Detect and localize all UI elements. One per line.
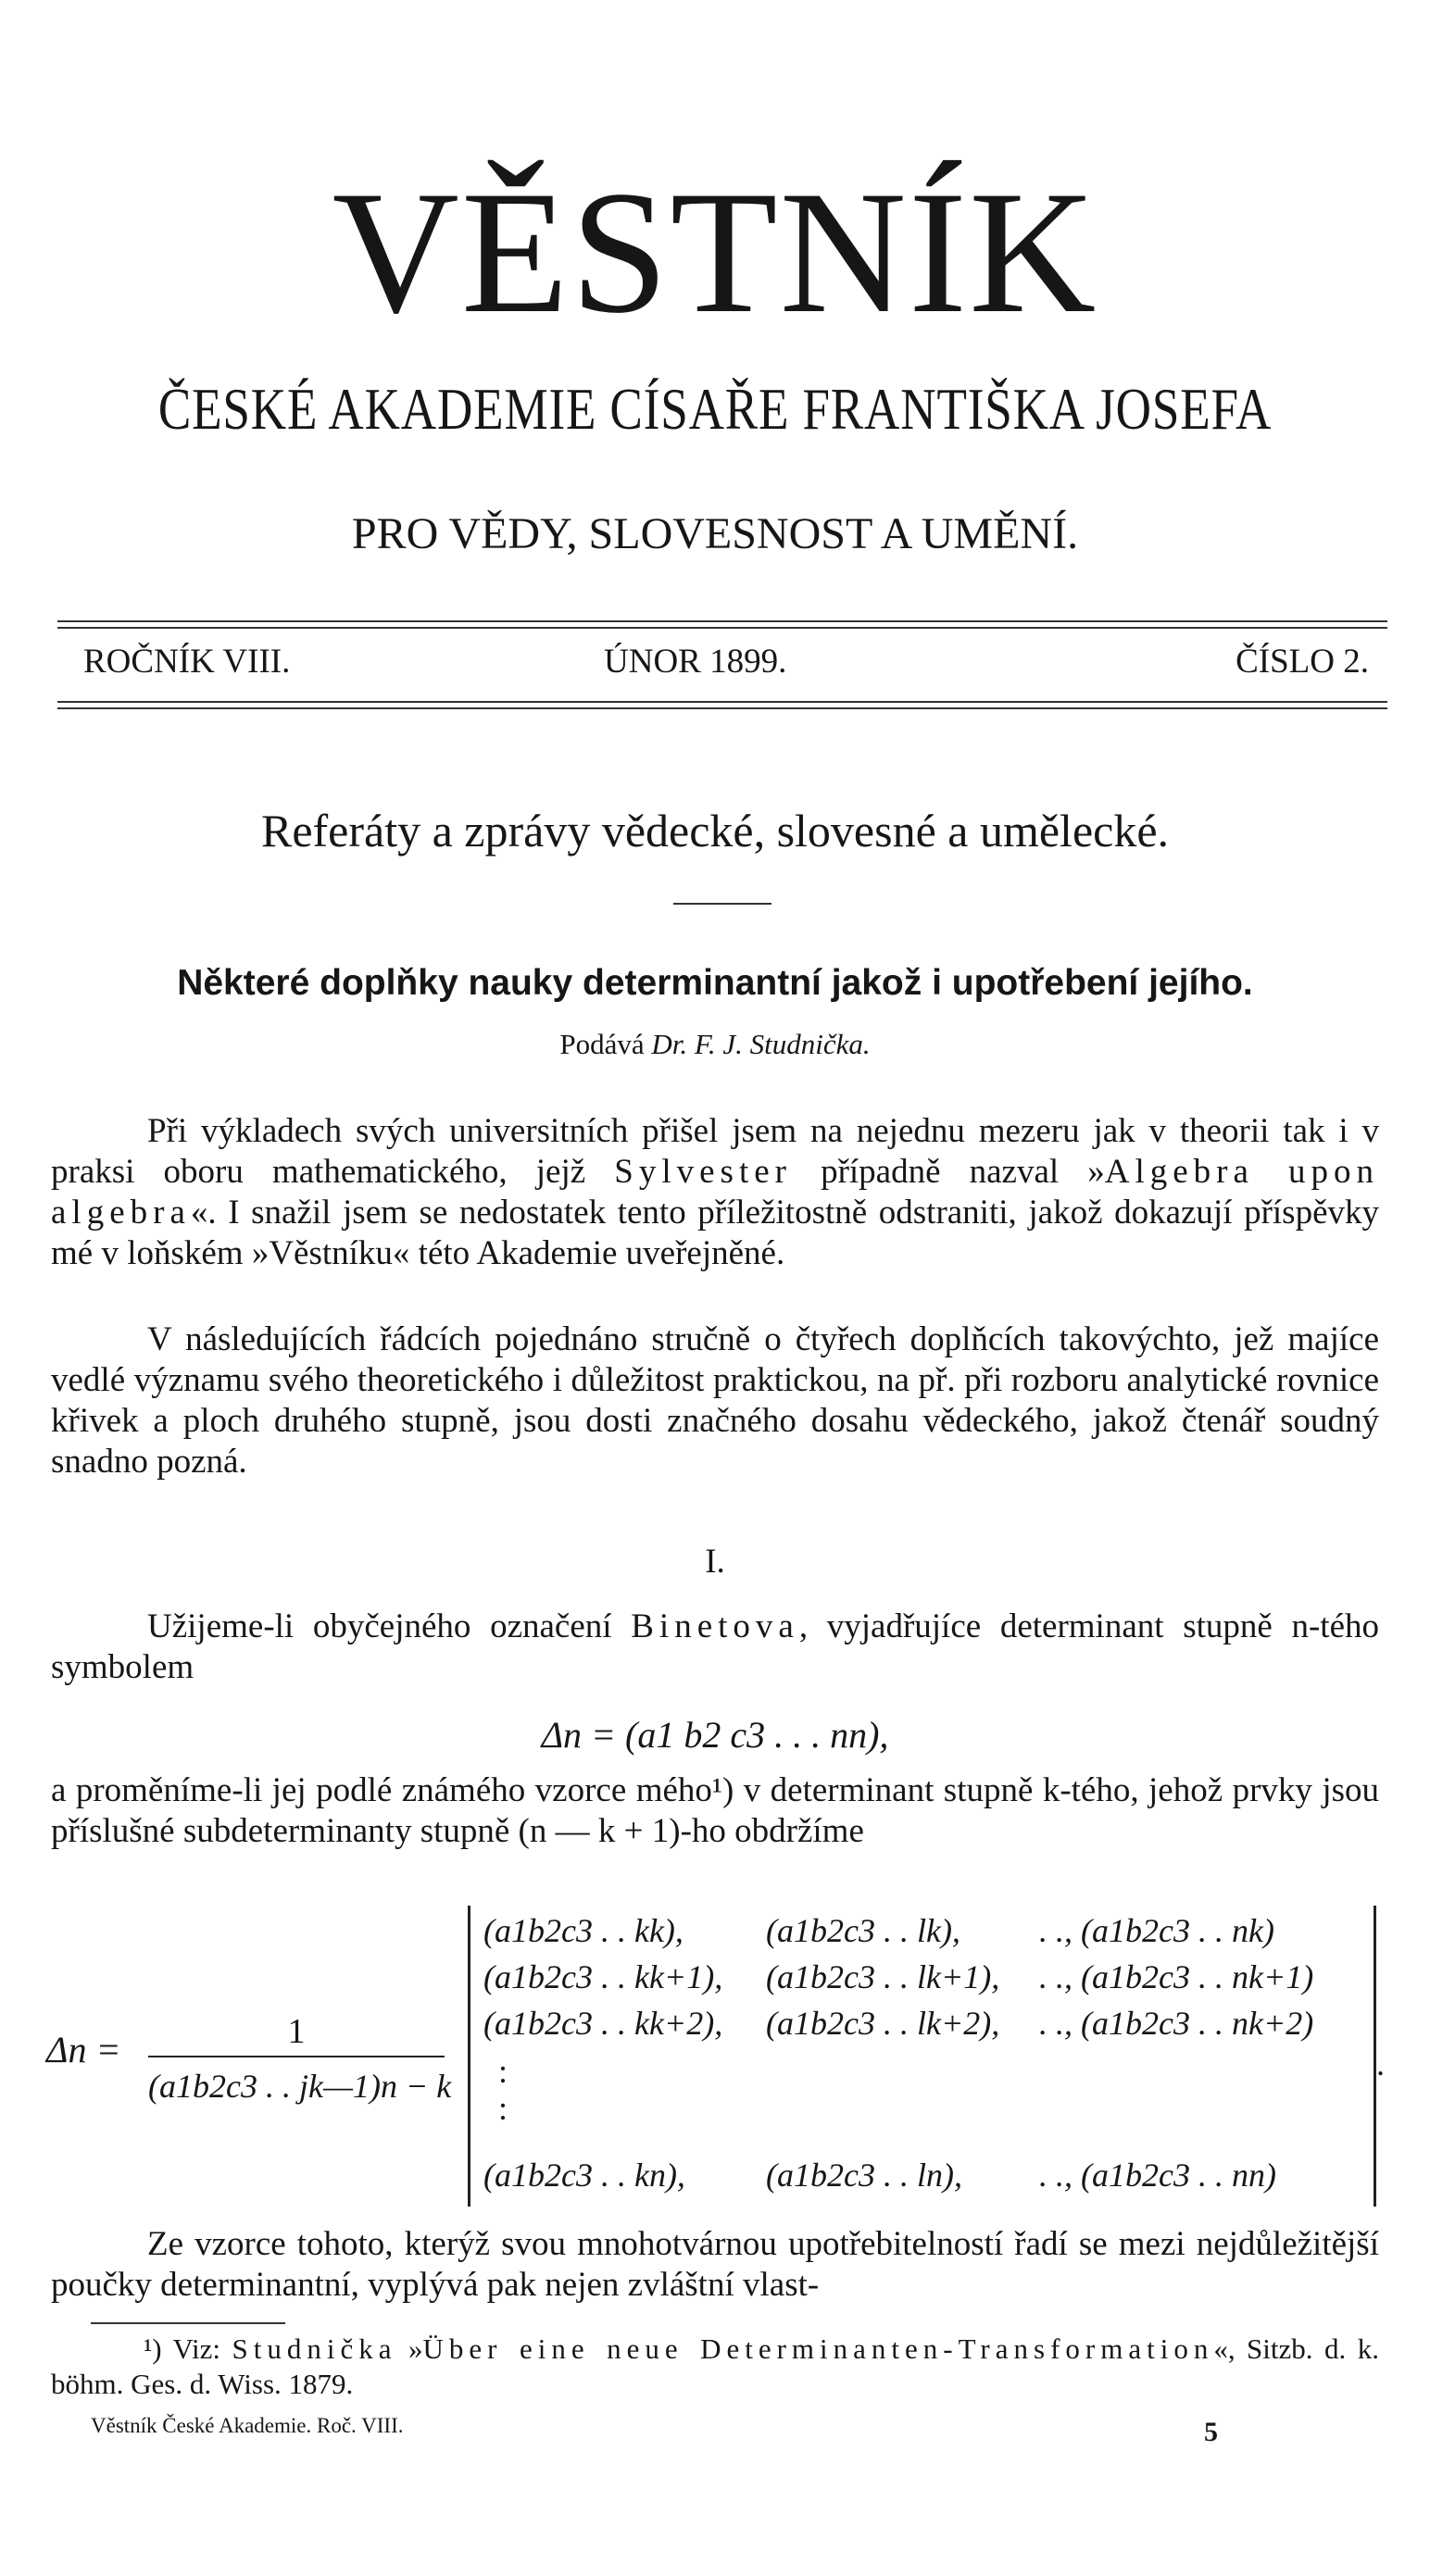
- determinant-matrix: [468, 1906, 1376, 2207]
- footnote-title: Über eine neue Determinanten-Transformation: [422, 2332, 1214, 2365]
- paragraph-4: [51, 1770, 1379, 1852]
- footnote-text-c: «, Sitzb. d. k. böhm. Ges. d. Wiss. 1879.: [51, 2332, 1379, 2400]
- p3-text-a: Užijeme-li obyčejného označení: [147, 1607, 612, 1645]
- paragraph-3: [51, 1607, 1379, 1688]
- vertical-ellipsis: :: [498, 2090, 508, 2127]
- fraction-bar: [148, 2056, 445, 2057]
- page-number: 5: [1204, 2417, 1218, 2447]
- matrix-cell: (a1b2c3 . . lk+2),: [766, 2005, 1000, 2042]
- journal-subtitle-2: PRO VĚDY, SLOVESNOST A UMĚNÍ.: [351, 509, 1079, 558]
- footnote-rule: [91, 2322, 285, 2324]
- article-title: Některé doplňky nauky determinantní jakož i upotřebení jejího.: [177, 963, 1253, 1003]
- footnote-text-a: ¹) Viz:: [144, 2332, 221, 2365]
- p1-text-c: «. I snažil jsem se nedostatek tento příležitostně odstraniti, jakož dokazují příspěvky mé v loňském »Věstníku« této Akademie uveřejněné.: [51, 1194, 1379, 1272]
- volume-label: ROČNÍK VIII.: [83, 643, 291, 681]
- matrix-cell: . ., (a1b2c3 . . nn): [1039, 2157, 1276, 2194]
- p1-text-a: Při výkladech svých universitních přišel jsem na nejednu mezeru jak v theorii tak i v praksi oboru mathematického, jejž: [51, 1112, 1379, 1191]
- header-rule-bottom-2: [57, 707, 1387, 709]
- journal-title: VĚSTNÍK: [332, 156, 1098, 350]
- paragraph-2: [51, 1319, 1379, 1482]
- p5-text: Ze vzorce tohoto, kterýž svou mnohotvárnou upotřebitelností řadí se mezi nejdůležitější poučky determinantní, vyplývá pak nejen zvláštní vlast-: [51, 2225, 1379, 2304]
- p2-text: V následujících řádcích pojednáno stručně o čtyřech doplňcích takovýchto, jež majíce vedlé významu svého theoretického i důležitost praktickou, na př. při rozboru analytické rovnice křivek a ploch druhého stupně, jsou dosti značného dosahu vědeckého, jakož čtenář soudný snadno pozná.: [51, 1320, 1379, 1481]
- matrix-cell: (a1b2c3 . . kk),: [483, 1912, 684, 1949]
- section-number: I.: [705, 1543, 725, 1581]
- author: Dr. F. J. Studnička.: [651, 1028, 871, 1060]
- matrix-cell: . ., (a1b2c3 . . nk+1): [1039, 1958, 1314, 1995]
- byline-prefix: Podává: [559, 1028, 645, 1060]
- matrix-row: [483, 2004, 1363, 2045]
- p3-name: Binetova: [631, 1607, 799, 1645]
- byline: [0, 1028, 1430, 1061]
- p1-text-b: případně nazval »: [821, 1153, 1105, 1191]
- matrix-row: [483, 1957, 1363, 1998]
- equation-1: Δn = (a1 b2 c3 . . . nn),: [541, 1714, 889, 1756]
- section-heading: Referáty a zprávy vědecké, slovesné a umělecké.: [260, 805, 1170, 857]
- matrix-cell: (a1b2c3 . . kk+2),: [483, 2005, 723, 2042]
- p1-quote: Algebra upon algebra: [51, 1153, 1380, 1232]
- vertical-ellipsis: :: [498, 2053, 508, 2090]
- paragraph-5: [51, 2224, 1379, 2306]
- header-rule-bottom: [57, 701, 1387, 703]
- matrix-cell: (a1b2c3 . . lk),: [766, 1912, 960, 1949]
- p1-name: Sylvester: [614, 1153, 792, 1191]
- matrix-cell: . ., (a1b2c3 . . nk): [1039, 1912, 1274, 1949]
- issue-line: [57, 642, 1387, 688]
- header-rule-top: [57, 620, 1387, 622]
- matrix-cell: (a1b2c3 . . kk+1),: [483, 1958, 723, 1995]
- formula-numerator: 1: [287, 2012, 306, 2051]
- paragraph-1: [51, 1111, 1379, 1274]
- footnote: [51, 2332, 1379, 2402]
- issue-date: ÚNOR 1899.: [604, 643, 787, 681]
- formula-lhs: Δn =: [46, 2029, 121, 2070]
- matrix-cell: . ., (a1b2c3 . . nk+2): [1039, 2005, 1314, 2042]
- footnote-text-b: »: [408, 2332, 423, 2365]
- issue-number: ČÍSLO 2.: [1236, 643, 1369, 681]
- section-divider: [673, 903, 771, 905]
- footnote-name: Studnička: [232, 2332, 397, 2365]
- matrix-row: [483, 1911, 1363, 1952]
- formula-period: .: [1376, 2045, 1385, 2082]
- header-rule-top-2: [57, 627, 1387, 629]
- matrix-cell: (a1b2c3 . . lk+1),: [766, 1958, 1000, 1995]
- formula-denominator: (a1b2c3 . . jk—1)n − k: [148, 2068, 452, 2105]
- running-footer: Věstník České Akademie. Roč. VIII.: [91, 2414, 404, 2437]
- matrix-row: [483, 2156, 1363, 2196]
- formula-fraction: [37, 1993, 463, 2122]
- p4-text: a proměníme-li jej podlé známého vzorce mého¹) v determinant stupně k-tého, jehož prvky jsou příslušné subdeterminanty stupně (n — k + 1)-ho obdržíme: [51, 1771, 1379, 1850]
- matrix-cell: (a1b2c3 . . ln),: [766, 2157, 962, 2194]
- journal-subtitle: ČESKÉ AKADEMIE CÍSAŘE FRANTIŠKA JOSEFA: [157, 376, 1273, 442]
- matrix-cell: (a1b2c3 . . kn),: [483, 2157, 685, 2194]
- p3-text-b: , vyjadřujíce determinant stupně n-tého symbolem: [51, 1607, 1379, 1686]
